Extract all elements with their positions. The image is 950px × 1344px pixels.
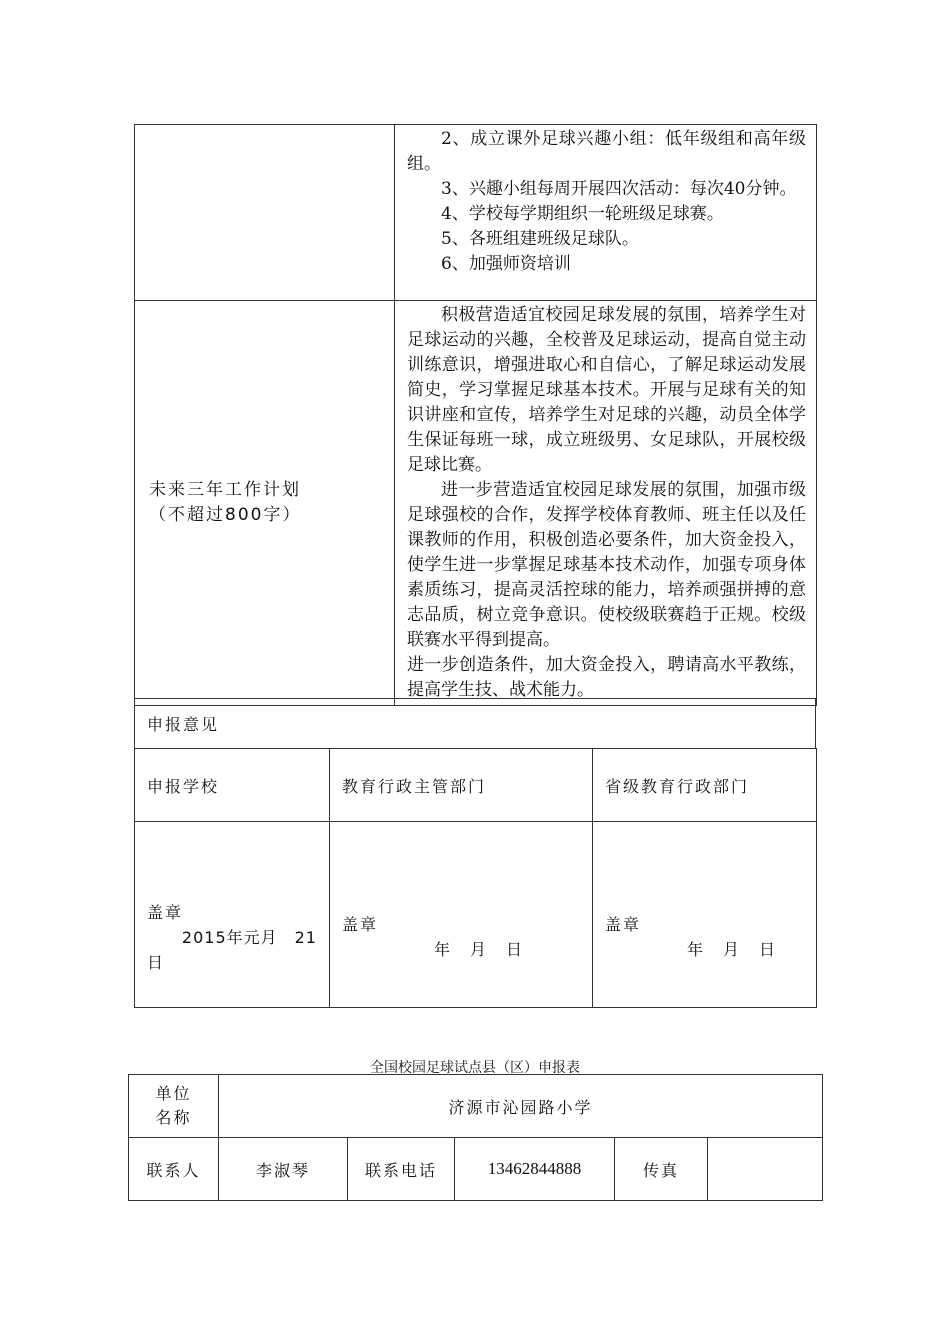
continued-items-cell [395, 125, 817, 301]
school-stamp-label: 盖章 [147, 903, 184, 922]
edu-admin-date: 年 月 日 [434, 940, 525, 959]
school-stamp-cell [135, 822, 330, 1008]
edu-admin-stamp-cell [330, 822, 593, 1008]
fax-label: 传真 [615, 1138, 708, 1201]
unit-label-cell [129, 1075, 219, 1138]
phone-label: 联系电话 [348, 1138, 455, 1201]
form2-table [128, 1074, 823, 1201]
item-6: 6、加强师资培训 [441, 254, 571, 274]
col-edu-admin: 教育行政主管部门 [330, 749, 593, 822]
future-paragraph-3: 进一步创造条件，加大资金投入，聘请高水平教练，提高学生技、战术能力。 [407, 655, 806, 700]
future-plan-label: 未来三年工作计划 [149, 480, 301, 500]
form2-title: 全国校园足球试点县（区）申报表 [370, 1060, 580, 1076]
unit-label-line1: 单位 [155, 1084, 192, 1103]
fax-value [708, 1138, 823, 1201]
phone-value: 13462844888 [455, 1138, 615, 1201]
future-paragraph-1: 积极营造适宜校园足球发展的氛围，培养学生对足球运动的兴趣，全校普及足球运动，提高自觉主动训练意识，增强进取心和自信心，了解足球运动发展简史，学习掌握足球基本技术。开展与足球有关的知识讲座和宣传，培养学生对足球的兴趣，动员全体学生保证每班一球，成立班级男、女足球队，开展校级足球比赛。 [407, 305, 806, 475]
contact-label: 联系人 [129, 1138, 219, 1201]
school-date-tail: 日 [147, 953, 166, 972]
edu-admin-stamp-label: 盖章 [342, 915, 379, 934]
opinion-section-label: 申报意见 [135, 699, 816, 749]
col-provincial: 省级教育行政部门 [593, 749, 817, 822]
plan-table [134, 124, 817, 706]
item-2: 2、成立课外足球兴趣小组：低年级组和高年级组。 [407, 129, 806, 174]
blank-label-cell [135, 125, 395, 301]
item-4: 4、学校每学期组织一轮班级足球赛。 [441, 204, 724, 224]
school-date: 2015年元月 21 [181, 928, 317, 947]
future-paragraph-2: 进一步营造适宜校园足球发展的氛围，加强市级足球强校的合作，发挥学校体育教师、班主任以及任课教师的作用，积极创造必要条件，加大资金投入，使学生进一步掌握足球基本技术动作，加强专项身体素质练习，提高灵活控球的能力，培养顽强拼搏的意志品质，树立竞争意识。使校级联赛趋于正规。校级联赛水平得到提高。 [407, 480, 806, 650]
unit-label-line2: 名称 [155, 1108, 192, 1127]
provincial-stamp-cell [593, 822, 817, 1008]
future-plan-note: （不超过800字） [149, 505, 302, 525]
item-3: 3、兴趣小组每周开展四次活动：每次40分钟。 [441, 179, 797, 199]
unit-name: 济源市沁园路小学 [219, 1075, 823, 1138]
provincial-stamp-label: 盖章 [605, 915, 642, 934]
provincial-date: 年 月 日 [687, 940, 778, 959]
future-plan-label-cell [135, 301, 395, 706]
future-plan-content [395, 301, 817, 706]
contact-name: 李淑琴 [219, 1138, 348, 1201]
col-school: 申报学校 [135, 749, 330, 822]
item-5: 5、各班组建班级足球队。 [441, 229, 639, 249]
opinion-table [134, 748, 817, 1008]
opinion-header-table [134, 698, 816, 749]
